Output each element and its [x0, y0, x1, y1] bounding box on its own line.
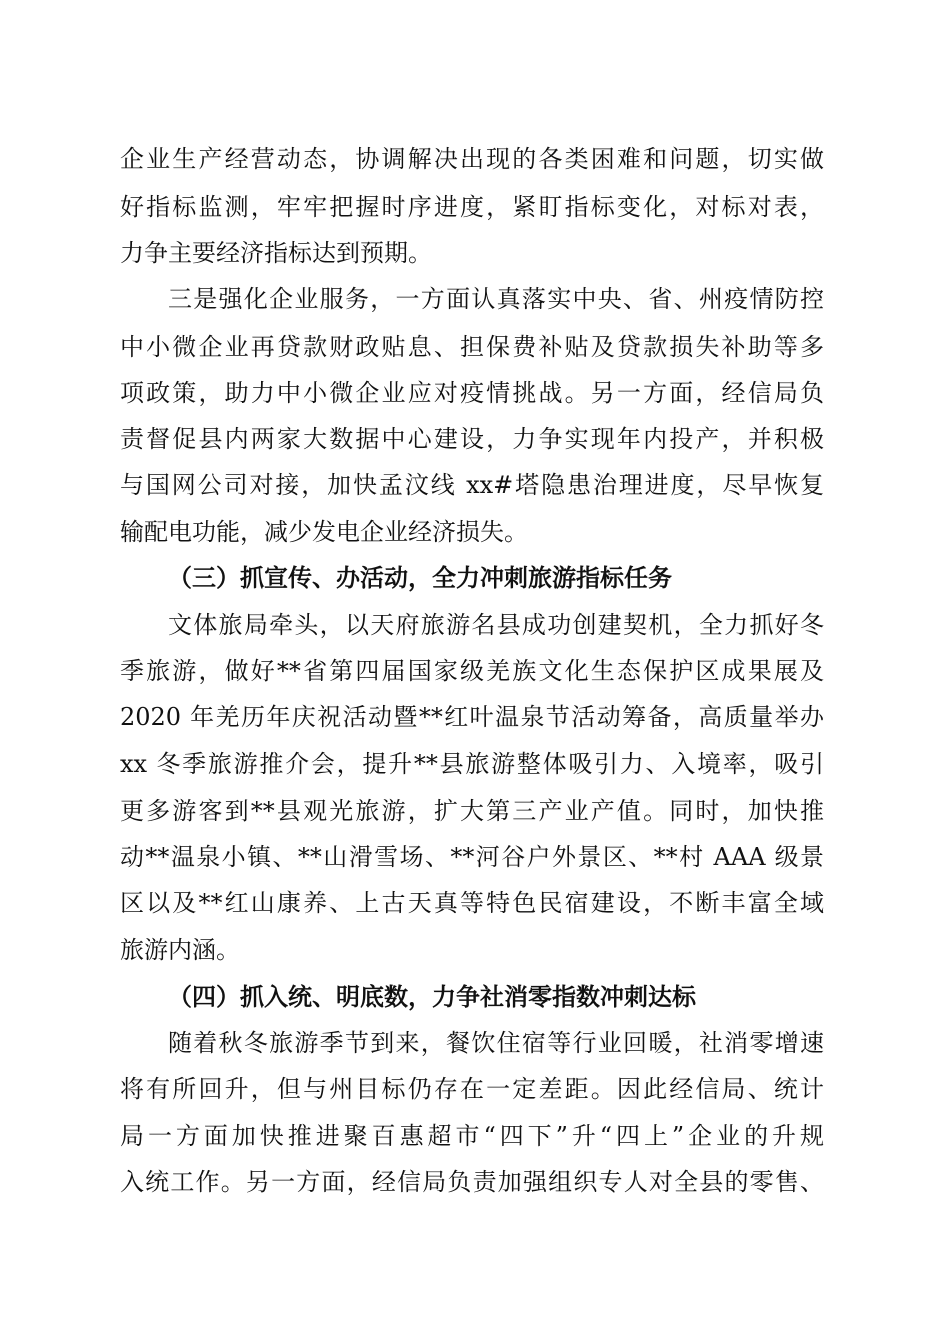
section-heading: （三）抓宣传、办活动，全力冲刺旅游指标任务	[168, 564, 672, 592]
paragraph-line: 入统工作。另一方面，经信局负责加强组织专人对全县的零售、	[120, 1168, 824, 1196]
paragraph-line: 责督促县内两家大数据中心建设，力争实现年内投产，并积极	[120, 425, 824, 453]
paragraph-line: 局一方面加快推进聚百惠超市“四下”升“四上”企业的升规	[120, 1122, 824, 1150]
paragraph-line: xx 冬季旅游推介会，提升**县旅游整体吸引力、入境率，吸引	[120, 750, 824, 778]
paragraph-line: 三是强化企业服务，一方面认真落实中央、省、州疫情防控	[168, 285, 824, 313]
paragraph-line: 2020 年羌历年庆祝活动暨**红叶温泉节活动筹备，高质量举办	[120, 703, 824, 731]
paragraph-line: 力争主要经济指标达到预期。	[120, 239, 432, 267]
paragraph-line: 中小微企业再贷款财政贴息、担保费补贴及贷款损失补助等多	[120, 333, 824, 361]
paragraph-line: 好指标监测，牢牢把握时序进度，紧盯指标变化，对标对表，	[120, 193, 824, 221]
paragraph-line: 输配电功能，减少发电企业经济损失。	[120, 518, 528, 546]
paragraph-line: 更多游客到**县观光旅游，扩大第三产业产值。同时，加快推	[120, 797, 824, 825]
paragraph-line: 企业生产经营动态，协调解决出现的各类困难和问题，切实做	[120, 145, 824, 173]
paragraph-line: 随着秋冬旅游季节到来，餐饮住宿等行业回暖，社消零增速	[168, 1029, 824, 1057]
section-heading: （四）抓入统、明底数，力争社消零指数冲刺达标	[168, 983, 696, 1011]
paragraph-line: 动**温泉小镇、**山滑雪场、**河谷户外景区、**村 AAA 级景	[120, 843, 824, 871]
paragraph-line: 与国网公司对接，加快孟汶线 xx#塔隐患治理进度，尽早恢复	[120, 471, 824, 499]
paragraph-line: 项政策，助力中小微企业应对疫情挑战。另一方面，经信局负	[120, 379, 824, 407]
paragraph-line: 将有所回升，但与州目标仍存在一定差距。因此经信局、统计	[120, 1075, 824, 1103]
paragraph-line: 季旅游，做好**省第四届国家级羌族文化生态保护区成果展及	[120, 657, 824, 685]
paragraph-line: 区以及**红山康养、上古天真等特色民宿建设，不断丰富全域	[120, 889, 824, 917]
paragraph-line: 文体旅局牵头，以天府旅游名县成功创建契机，全力抓好冬	[168, 611, 824, 639]
paragraph-line: 旅游内涵。	[120, 936, 240, 964]
